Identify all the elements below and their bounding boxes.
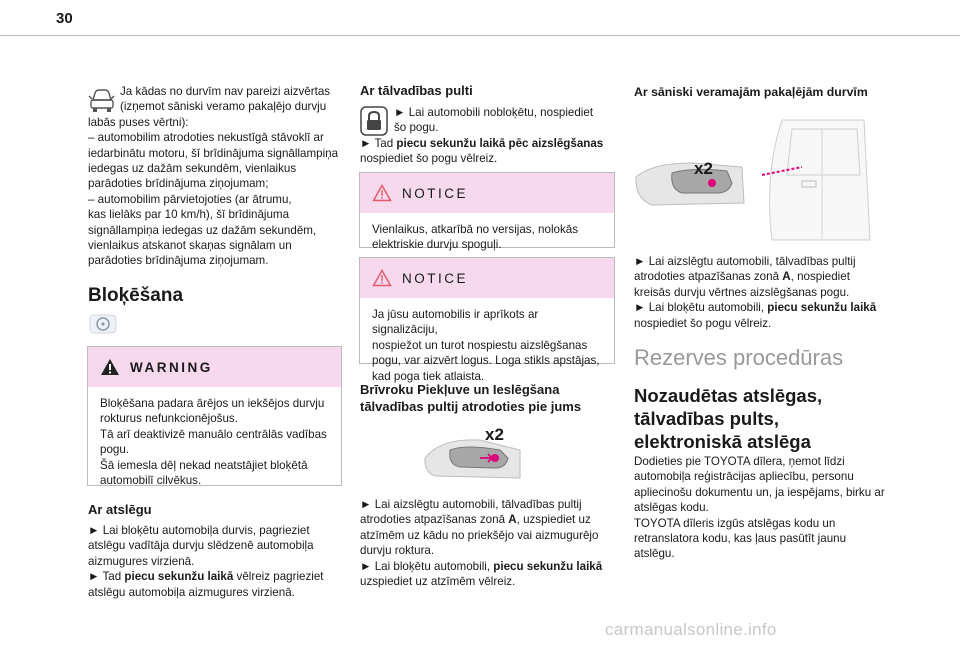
notice-line: elektriskie durvju spoguļi.: [372, 238, 502, 252]
watermark: carmanualsonline.info: [605, 620, 777, 639]
side-door-line: atrodoties atpazīšanas zonā A, nospiediet: [634, 270, 850, 284]
warning-line: automobilī cilvēkus.: [100, 474, 202, 488]
keyless-line: atzīmēm uz kādu no priekšējo vai aizmugurējo: [360, 528, 599, 542]
warning-line: rokturus nefunkcionējošus.: [100, 412, 238, 426]
notice-line: Ja jūsu automobilis ir aprīkots ar signalizāciju,: [372, 308, 539, 337]
intro-line: labās puses vērtni):: [88, 115, 189, 129]
rear-door-illustration: [632, 115, 872, 250]
remote-line: ► Lai automobili nobloķētu, nospiediet: [394, 106, 594, 119]
door-warning-text: [88, 84, 348, 269]
notice-header: [360, 173, 614, 213]
intro-line: Ja kādas no durvīm nav pareizi aizvērtas: [120, 85, 331, 98]
intro-line: – automobilim pārvietojoties (ar ātrumu,: [88, 192, 292, 206]
keyless-line: ► Lai aizslēgtu automobili, tālvadības pultij: [360, 498, 582, 511]
warning-box: [87, 346, 342, 486]
notice-box-mirrors: [359, 172, 615, 252]
warning-body: [88, 387, 341, 488]
keyless-line: uzspiediet uz atzīmēm vēlreiz.: [360, 575, 516, 589]
notice-line: kad poga tiek atlaista.: [372, 369, 485, 383]
key-line: atslēgu vadītāja durvju slēdzenē automobiļa: [88, 539, 314, 553]
remote-line: šo pogu.: [394, 121, 439, 135]
keyless-line: durvju roktura.: [360, 544, 435, 558]
warning-line: Šā iemesla dēļ nekad neatstājiet bloķētā: [100, 458, 308, 472]
lost-keys-line: atslēgu.: [634, 547, 675, 561]
lost-keys-line: apliecinošu dokumentu un, ja iespējams, birku ar: [634, 485, 885, 499]
intro-line: vienlaikus atskanot skaņas signālam un: [88, 239, 292, 253]
warning-line: Tā arī deaktivizē manuālo centrālās vadības: [100, 427, 327, 441]
sub-heading-with-key: Ar atslēgu: [88, 502, 152, 517]
side-door-instructions: [634, 254, 896, 331]
notice-triangle-icon: [372, 184, 392, 202]
notice-label: NOTICE: [402, 185, 469, 201]
warning-line: Bloķēšana padara ārējos un iekšējos durvju: [100, 397, 325, 410]
lost-keys-line: retranslatora kodu, kas ļaus pasūtīt jaunu: [634, 532, 847, 546]
notice-header: [360, 258, 614, 298]
warning-line: pogu.: [100, 443, 130, 457]
lost-keys-line: TOYOTA dīleris izgūs atslēgas kodu un: [634, 516, 836, 530]
notice-label: NOTICE: [402, 270, 469, 286]
x2-label: x2: [694, 159, 713, 178]
notice-line: nospiežot un turot nospiestu aizslēgšanas: [372, 338, 588, 352]
section-heading-backup: Rezerves procedūras: [634, 345, 844, 370]
keyless-line: atrodoties atpazīšanas zonā A, uzspiediet uz: [360, 513, 591, 527]
keyless-instructions: [360, 497, 622, 589]
side-door-line: kreisās durvju vērtnes aizslēgšanas pogu.: [634, 285, 850, 299]
warning-label: WARNING: [130, 359, 213, 375]
sub-heading-lost-keys: Nozaudētas atslēgas, tālvadības pults, elektroniskā atslēga: [634, 385, 823, 452]
notice-box-alarm: [359, 257, 615, 383]
remote-instructions: [360, 105, 622, 167]
key-instructions: [88, 523, 348, 600]
intro-line: iedarbinātu motoru, šī brīdinājuma signāllampiņa: [88, 146, 339, 160]
notice-triangle-icon: [372, 269, 392, 287]
intro-line: parādoties brīdinājuma ziņojumam.: [88, 254, 269, 268]
key-line: atslēgu automobiļa aizmugures virzienā.: [88, 585, 295, 599]
intro-line: – automobilim atrodoties nekustīgā stāvoklī ar: [88, 131, 324, 145]
x2-label: x2: [485, 425, 504, 444]
intro-line: kas lielāks par 10 km/h), šī brīdinājuma: [88, 208, 290, 222]
notice-line: pogu, var aizvērt logus. Loga stikls apstājas,: [372, 354, 600, 368]
key-line: ► Lai bloķētu automobiļa durvis, pagrieziet: [88, 524, 310, 537]
door-handle-illustration: [420, 420, 530, 490]
key-line: ► Tad piecu sekunžu laikā vēlreiz pagrieziet: [88, 570, 324, 584]
sub-heading-keyless: Brīvroku Piekļuve un Ieslēgšana tālvadības pultij atrodoties pie jums: [360, 382, 582, 414]
steering-wheel-icon: [88, 313, 118, 340]
section-heading-side-doors: Ar sāniski veramajām pakaļējām durvīm: [634, 85, 868, 99]
warning-header: [88, 347, 341, 387]
keyless-line: ► Lai bloķētu automobili, piecu sekunžu laikā: [360, 559, 603, 573]
intro-line: signāllampiņa iedegas uz dažām sekundēm,: [88, 223, 317, 237]
section-heading-locking: Bloķēšana: [88, 285, 184, 306]
key-line: aizmugures virzienā.: [88, 554, 195, 568]
side-door-line: ► Lai aizslēgtu automobili, tālvadības pultij: [634, 255, 856, 268]
remote-line: ► Tad piecu sekunžu laikā pēc aizslēgšanas: [360, 136, 604, 150]
notice-line: Vienlaikus, atkarībā no versijas, nolokās: [372, 223, 579, 236]
side-door-line: nospiediet šo pogu vēlreiz.: [634, 316, 772, 330]
lost-keys-line: Dodieties pie TOYOTA dīlera, ņemot līdzi: [634, 455, 845, 468]
lost-keys-line: automobiļa reģistrācijas apliecību, personu: [634, 470, 854, 484]
lost-keys-text: [634, 454, 896, 562]
notice-body: [360, 213, 614, 253]
remote-line: nospiediet šo pogu vēlreiz.: [360, 152, 498, 166]
intro-line: iedegas uz dažām sekundēm, vienlaikus: [88, 162, 297, 176]
warning-triangle-icon: [100, 358, 120, 376]
intro-line: (izņemot sāniski veramo pakaļējo durvju: [120, 100, 327, 114]
page-number: 30: [56, 10, 73, 27]
section-heading-remote: Ar tālvadības pulti: [360, 83, 473, 98]
lost-keys-line: atslēgas kodu.: [634, 501, 709, 515]
header-divider: [0, 35, 960, 36]
side-door-line: ► Lai bloķētu automobili, piecu sekunžu laikā: [634, 301, 877, 315]
intro-line: parādoties brīdinājuma ziņojumam;: [88, 177, 269, 191]
notice-body: [360, 298, 614, 384]
